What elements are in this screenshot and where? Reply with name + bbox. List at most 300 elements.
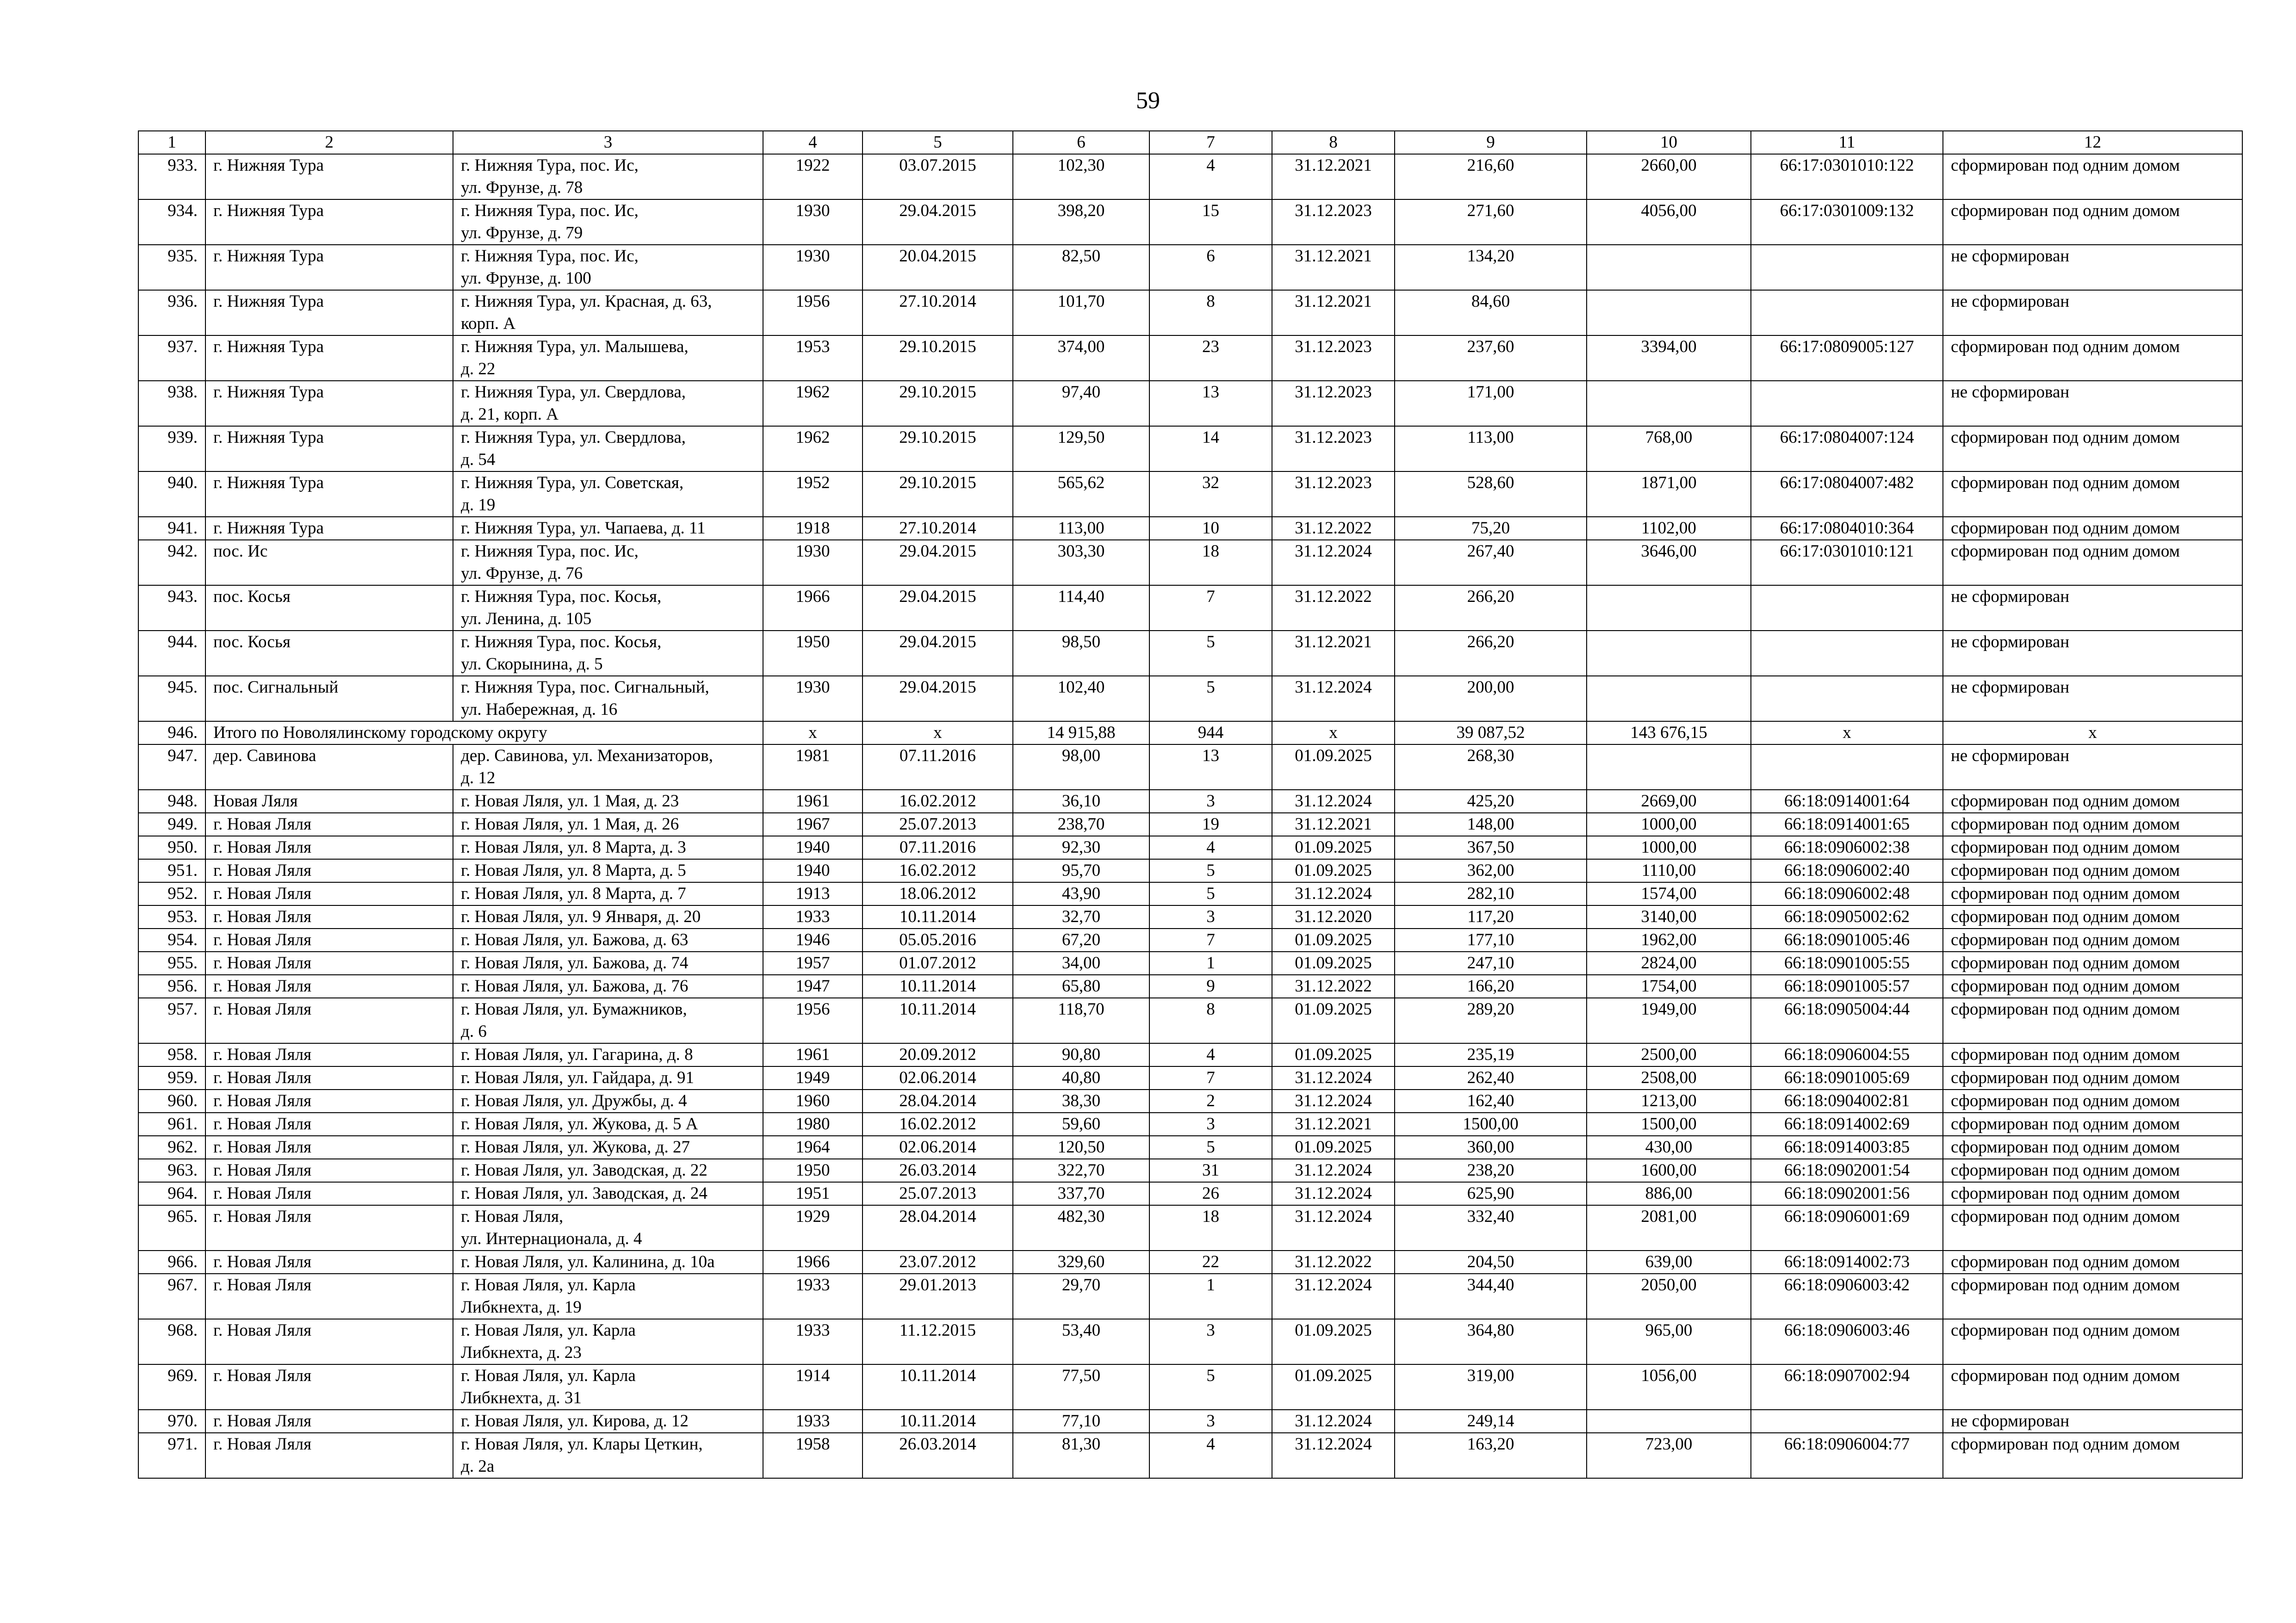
table-row	[138, 1433, 2242, 1478]
year-cell: 1913	[763, 882, 863, 905]
status-cell: сформирован под одним домом	[1943, 1090, 2242, 1113]
deadline-cell: 31.12.2020	[1272, 905, 1395, 929]
table-row	[138, 540, 2242, 585]
address-line: г. Нижняя Тура, ул. Чапаева, д. 11	[461, 519, 706, 538]
cadastral-number-cell	[1751, 744, 1943, 790]
cadastral-area-cell: 768,00	[1587, 426, 1751, 471]
address-cell	[453, 199, 763, 245]
address-cell	[453, 1205, 763, 1251]
deadline-cell: 31.12.2024	[1272, 882, 1395, 905]
cadastral-number-cell: 66:18:0914001:65	[1751, 813, 1943, 836]
land-area-cell: 134,20	[1395, 245, 1587, 290]
row-number: 944.	[138, 631, 205, 676]
table-row	[138, 1136, 2242, 1159]
date-cell: 29.04.2015	[863, 585, 1013, 631]
date-cell: 16.02.2012	[863, 1113, 1013, 1136]
cadastral-area-cell: 143 676,15	[1587, 721, 1751, 744]
cadastral-area-cell: 3394,00	[1587, 335, 1751, 381]
row-number: 969.	[138, 1364, 205, 1410]
cadastral-area-cell: 1962,00	[1587, 929, 1751, 952]
settlement-cell: г. Новая Ляля	[205, 1205, 453, 1251]
address-line: г. Новая Ляля, ул. Бумажников,	[461, 1000, 687, 1019]
table-row	[138, 426, 2242, 471]
residents-cell: 4	[1149, 1433, 1272, 1478]
cadastral-area-cell: 2050,00	[1587, 1274, 1751, 1319]
address-cell	[453, 998, 763, 1043]
address-cell	[453, 1274, 763, 1319]
status-cell: сформирован под одним домом	[1943, 790, 2242, 813]
deadline-cell: 31.12.2021	[1272, 290, 1395, 335]
status-cell: сформирован под одним домом	[1943, 905, 2242, 929]
address-cell	[453, 813, 763, 836]
address-line: д. 12	[461, 768, 496, 787]
land-area-cell: 200,00	[1395, 676, 1587, 721]
table-row	[138, 744, 2242, 790]
land-area-cell: 75,20	[1395, 517, 1587, 540]
year-cell: 1930	[763, 245, 863, 290]
address-line: ул. Фрунзе, д. 78	[461, 178, 583, 197]
table-row	[138, 1251, 2242, 1274]
cadastral-number-cell: 66:18:0901005:46	[1751, 929, 1943, 952]
residents-cell: 18	[1149, 1205, 1272, 1251]
land-area-cell: 367,50	[1395, 836, 1587, 859]
cadastral-number-cell: 66:18:0906003:42	[1751, 1274, 1943, 1319]
address-line: г. Новая Ляля, ул. Дружбы, д. 4	[461, 1091, 687, 1110]
residents-cell: 3	[1149, 1113, 1272, 1136]
deadline-cell: 01.09.2025	[1272, 1043, 1395, 1066]
address-line: д. 22	[461, 359, 496, 378]
address-cell	[453, 790, 763, 813]
area-cell: 38,30	[1013, 1090, 1149, 1113]
deadline-cell: 31.12.2024	[1272, 540, 1395, 585]
table-row	[138, 199, 2242, 245]
area-cell: 82,50	[1013, 245, 1149, 290]
residents-cell: 1	[1149, 1274, 1272, 1319]
cadastral-area-cell: 723,00	[1587, 1433, 1751, 1478]
deadline-cell: 31.12.2021	[1272, 1113, 1395, 1136]
cadastral-number-cell: 66:18:0906004:55	[1751, 1043, 1943, 1066]
status-cell: сформирован под одним домом	[1943, 836, 2242, 859]
status-cell: сформирован под одним домом	[1943, 1136, 2242, 1159]
cadastral-area-cell: 2500,00	[1587, 1043, 1751, 1066]
address-line: ул. Фрунзе, д. 79	[461, 223, 583, 242]
residents-cell: 4	[1149, 154, 1272, 199]
deadline-cell: 31.12.2023	[1272, 199, 1395, 245]
area-cell: 114,40	[1013, 585, 1149, 631]
area-cell: 329,60	[1013, 1251, 1149, 1274]
land-area-cell: 362,00	[1395, 859, 1587, 882]
area-cell: 482,30	[1013, 1205, 1149, 1251]
address-line: ул. Ленина, д. 105	[461, 609, 592, 628]
address-line: г. Нижняя Тура, ул. Красная, д. 63,	[461, 292, 712, 311]
cadastral-number-cell: 66:18:0914001:64	[1751, 790, 1943, 813]
land-area-cell: 148,00	[1395, 813, 1587, 836]
table-row	[138, 1364, 2242, 1410]
area-cell: 101,70	[1013, 290, 1149, 335]
address-cell	[453, 154, 763, 199]
address-cell	[453, 1251, 763, 1274]
cadastral-number-cell: 66:18:0901005:69	[1751, 1066, 1943, 1090]
table-row	[138, 1043, 2242, 1066]
year-cell: 1930	[763, 199, 863, 245]
cadastral-number-cell: 66:18:0902001:54	[1751, 1159, 1943, 1182]
cadastral-area-cell: 2824,00	[1587, 952, 1751, 975]
residents-cell: 5	[1149, 676, 1272, 721]
address-line: д. 6	[461, 1022, 487, 1041]
date-cell: 29.10.2015	[863, 471, 1013, 517]
year-cell: 1957	[763, 952, 863, 975]
land-area-cell: 266,20	[1395, 585, 1587, 631]
row-number: 953.	[138, 905, 205, 929]
area-cell: 120,50	[1013, 1136, 1149, 1159]
status-cell: сформирован под одним домом	[1943, 1182, 2242, 1205]
date-cell: 07.11.2016	[863, 836, 1013, 859]
row-number: 955.	[138, 952, 205, 975]
address-line: г. Новая Ляля, ул. 8 Марта, д. 7	[461, 884, 686, 903]
land-area-cell: 282,10	[1395, 882, 1587, 905]
address-line: г. Новая Ляля, ул. 8 Марта, д. 5	[461, 861, 686, 880]
row-number: 956.	[138, 975, 205, 998]
year-cell: 1966	[763, 1251, 863, 1274]
row-number: 947.	[138, 744, 205, 790]
table-row	[138, 381, 2242, 426]
cadastral-area-cell: 1000,00	[1587, 836, 1751, 859]
row-number: 968.	[138, 1319, 205, 1364]
deadline-cell: 01.09.2025	[1272, 1319, 1395, 1364]
settlement-cell: г. Новая Ляля	[205, 1433, 453, 1478]
cadastral-area-cell	[1587, 381, 1751, 426]
row-number: 938.	[138, 381, 205, 426]
deadline-cell: x	[1272, 721, 1395, 744]
cadastral-area-cell: 1949,00	[1587, 998, 1751, 1043]
settlement-cell: Новая Ляля	[205, 790, 453, 813]
cadastral-area-cell: 2081,00	[1587, 1205, 1751, 1251]
cadastral-area-cell: 2669,00	[1587, 790, 1751, 813]
address-line: г. Новая Ляля, ул. Карла	[461, 1366, 636, 1385]
cadastral-number-cell: x	[1751, 721, 1943, 744]
status-cell: сформирован под одним домом	[1943, 335, 2242, 381]
deadline-cell: 31.12.2022	[1272, 1251, 1395, 1274]
cadastral-number-cell: 66:18:0902001:56	[1751, 1182, 1943, 1205]
cadastral-area-cell: 1110,00	[1587, 859, 1751, 882]
row-number: 962.	[138, 1136, 205, 1159]
year-cell: 1914	[763, 1364, 863, 1410]
column-header: 4	[763, 131, 863, 154]
deadline-cell: 31.12.2023	[1272, 335, 1395, 381]
settlement-cell: г. Новая Ляля	[205, 1251, 453, 1274]
cadastral-number-cell	[1751, 290, 1943, 335]
area-cell: 102,40	[1013, 676, 1149, 721]
area-cell: 97,40	[1013, 381, 1149, 426]
date-cell: 05.05.2016	[863, 929, 1013, 952]
cadastral-area-cell: 1754,00	[1587, 975, 1751, 998]
column-header: 10	[1587, 131, 1751, 154]
settlement-cell: г. Нижняя Тура	[205, 381, 453, 426]
area-cell: 29,70	[1013, 1274, 1149, 1319]
address-cell	[453, 929, 763, 952]
table-row	[138, 585, 2242, 631]
date-cell: 29.04.2015	[863, 631, 1013, 676]
deadline-cell: 01.09.2025	[1272, 929, 1395, 952]
area-cell: 59,60	[1013, 1113, 1149, 1136]
year-cell: 1933	[763, 1274, 863, 1319]
cadastral-area-cell	[1587, 631, 1751, 676]
address-line: Либкнехта, д. 19	[461, 1298, 582, 1317]
table-row	[138, 471, 2242, 517]
deadline-cell: 31.12.2024	[1272, 1090, 1395, 1113]
row-number: 957.	[138, 998, 205, 1043]
deadline-cell: 31.12.2023	[1272, 381, 1395, 426]
year-cell: 1933	[763, 905, 863, 929]
residents-cell: 3	[1149, 905, 1272, 929]
land-area-cell: 163,20	[1395, 1433, 1587, 1478]
settlement-cell: г. Новая Ляля	[205, 1319, 453, 1364]
address-line: д. 19	[461, 496, 496, 514]
land-area-cell: 162,40	[1395, 1090, 1587, 1113]
deadline-cell: 01.09.2025	[1272, 859, 1395, 882]
residents-cell: 3	[1149, 1410, 1272, 1433]
settlement-cell: г. Новая Ляля	[205, 1136, 453, 1159]
status-cell: сформирован под одним домом	[1943, 882, 2242, 905]
residents-cell: 5	[1149, 631, 1272, 676]
date-cell: 29.10.2015	[863, 335, 1013, 381]
cadastral-area-cell: 1056,00	[1587, 1364, 1751, 1410]
address-cell	[453, 335, 763, 381]
year-cell: 1960	[763, 1090, 863, 1113]
cadastral-number-cell: 66:17:0809005:127	[1751, 335, 1943, 381]
year-cell: 1930	[763, 676, 863, 721]
address-cell	[453, 836, 763, 859]
residents-cell: 5	[1149, 1364, 1272, 1410]
cadastral-area-cell	[1587, 585, 1751, 631]
area-cell: 98,50	[1013, 631, 1149, 676]
cadastral-number-cell: 66:18:0901005:55	[1751, 952, 1943, 975]
row-number: 954.	[138, 929, 205, 952]
status-cell: сформирован под одним домом	[1943, 929, 2242, 952]
address-line: г. Нижняя Тура, пос. Сигнальный,	[461, 678, 709, 697]
status-cell: x	[1943, 721, 2242, 744]
area-cell: 102,30	[1013, 154, 1149, 199]
land-area-cell: 1500,00	[1395, 1113, 1587, 1136]
area-cell: 40,80	[1013, 1066, 1149, 1090]
row-number: 950.	[138, 836, 205, 859]
address-line: дер. Савинова, ул. Механизаторов,	[461, 746, 714, 765]
status-cell: не сформирован	[1943, 585, 2242, 631]
year-cell: 1962	[763, 381, 863, 426]
table-row	[138, 790, 2242, 813]
address-cell	[453, 1043, 763, 1066]
row-number: 966.	[138, 1251, 205, 1274]
cadastral-area-cell: 1600,00	[1587, 1159, 1751, 1182]
area-cell: 67,20	[1013, 929, 1149, 952]
row-number: 941.	[138, 517, 205, 540]
cadastral-area-cell: 1574,00	[1587, 882, 1751, 905]
settlement-cell: г. Новая Ляля	[205, 1066, 453, 1090]
table-row	[138, 952, 2242, 975]
address-line: ул. Набережная, д. 16	[461, 700, 618, 719]
cadastral-number-cell: 66:18:0901005:57	[1751, 975, 1943, 998]
year-cell: 1946	[763, 929, 863, 952]
table-row	[138, 1159, 2242, 1182]
land-area-cell: 166,20	[1395, 975, 1587, 998]
land-area-cell: 267,40	[1395, 540, 1587, 585]
address-line: ул. Фрунзе, д. 76	[461, 564, 583, 583]
year-cell: 1950	[763, 631, 863, 676]
address-line: г. Нижняя Тура, пос. Ис,	[461, 201, 639, 220]
year-cell: 1961	[763, 1043, 863, 1066]
land-area-cell: 289,20	[1395, 998, 1587, 1043]
residents-cell: 2	[1149, 1090, 1272, 1113]
year-cell: 1929	[763, 1205, 863, 1251]
year-cell: 1964	[763, 1136, 863, 1159]
date-cell: x	[863, 721, 1013, 744]
area-cell: 322,70	[1013, 1159, 1149, 1182]
land-area-cell: 266,20	[1395, 631, 1587, 676]
status-cell: не сформирован	[1943, 631, 2242, 676]
residents-cell: 7	[1149, 929, 1272, 952]
table-row	[138, 905, 2242, 929]
residents-cell: 3	[1149, 1319, 1272, 1364]
settlement-cell: г. Новая Ляля	[205, 998, 453, 1043]
status-cell: сформирован под одним домом	[1943, 1205, 2242, 1251]
settlement-cell: г. Нижняя Тура	[205, 426, 453, 471]
residents-cell: 26	[1149, 1182, 1272, 1205]
address-line: г. Нижняя Тура, пос. Ис,	[461, 542, 639, 561]
settlement-cell: пос. Косья	[205, 631, 453, 676]
cadastral-area-cell: 2660,00	[1587, 154, 1751, 199]
settlement-cell: г. Нижняя Тура	[205, 471, 453, 517]
row-number: 940.	[138, 471, 205, 517]
cadastral-number-cell: 66:17:0804010:364	[1751, 517, 1943, 540]
settlement-cell: г. Новая Ляля	[205, 813, 453, 836]
residents-cell: 13	[1149, 744, 1272, 790]
settlement-cell: г. Нижняя Тура	[205, 290, 453, 335]
status-cell: сформирован под одним домом	[1943, 1066, 2242, 1090]
address-line: д. 54	[461, 450, 496, 469]
year-cell: 1933	[763, 1319, 863, 1364]
land-area-cell: 238,20	[1395, 1159, 1587, 1182]
land-area-cell: 247,10	[1395, 952, 1587, 975]
deadline-cell: 31.12.2022	[1272, 975, 1395, 998]
residents-cell: 1	[1149, 952, 1272, 975]
deadline-cell: 31.12.2024	[1272, 676, 1395, 721]
status-cell: не сформирован	[1943, 744, 2242, 790]
address-cell	[453, 859, 763, 882]
row-number: 961.	[138, 1113, 205, 1136]
year-cell: 1940	[763, 836, 863, 859]
residents-cell: 23	[1149, 335, 1272, 381]
date-cell: 03.07.2015	[863, 154, 1013, 199]
residents-cell: 5	[1149, 882, 1272, 905]
address-line: г. Новая Ляля, ул. Клары Цеткин,	[461, 1435, 703, 1454]
date-cell: 10.11.2014	[863, 1364, 1013, 1410]
area-cell: 32,70	[1013, 905, 1149, 929]
status-cell: сформирован под одним домом	[1943, 199, 2242, 245]
table-row	[138, 1090, 2242, 1113]
table-row	[138, 1319, 2242, 1364]
status-cell: сформирован под одним домом	[1943, 859, 2242, 882]
area-cell: 65,80	[1013, 975, 1149, 998]
date-cell: 29.10.2015	[863, 381, 1013, 426]
address-line: г. Новая Ляля, ул. Гайдара, д. 91	[461, 1068, 695, 1087]
cadastral-area-cell: 1213,00	[1587, 1090, 1751, 1113]
area-cell: 81,30	[1013, 1433, 1149, 1478]
cadastral-area-cell	[1587, 744, 1751, 790]
area-cell: 53,40	[1013, 1319, 1149, 1364]
settlement-cell: г. Новая Ляля	[205, 905, 453, 929]
cadastral-number-cell: 66:17:0301009:132	[1751, 199, 1943, 245]
residents-cell: 19	[1149, 813, 1272, 836]
residents-cell: 944	[1149, 721, 1272, 744]
column-number-row	[138, 131, 2242, 154]
address-cell	[453, 1410, 763, 1433]
deadline-cell: 31.12.2021	[1272, 245, 1395, 290]
year-cell: 1967	[763, 813, 863, 836]
deadline-cell: 31.12.2024	[1272, 1433, 1395, 1478]
residents-cell: 22	[1149, 1251, 1272, 1274]
address-cell	[453, 381, 763, 426]
year-cell: 1947	[763, 975, 863, 998]
date-cell: 29.04.2015	[863, 199, 1013, 245]
deadline-cell: 31.12.2024	[1272, 790, 1395, 813]
column-header: 5	[863, 131, 1013, 154]
address-line: Либкнехта, д. 31	[461, 1388, 582, 1407]
cadastral-number-cell: 66:18:0906002:40	[1751, 859, 1943, 882]
year-cell: 1956	[763, 998, 863, 1043]
date-cell: 10.11.2014	[863, 998, 1013, 1043]
address-line: д. 2а	[461, 1457, 495, 1476]
cadastral-area-cell: 1500,00	[1587, 1113, 1751, 1136]
row-number: 937.	[138, 335, 205, 381]
cadastral-number-cell: 66:18:0914002:69	[1751, 1113, 1943, 1136]
area-cell: 398,20	[1013, 199, 1149, 245]
table-row	[138, 1274, 2242, 1319]
deadline-cell: 31.12.2024	[1272, 1066, 1395, 1090]
status-cell: не сформирован	[1943, 676, 2242, 721]
column-header: 9	[1395, 131, 1587, 154]
residents-cell: 8	[1149, 290, 1272, 335]
land-area-cell: 360,00	[1395, 1136, 1587, 1159]
table-body	[138, 131, 2242, 1478]
date-cell: 16.02.2012	[863, 859, 1013, 882]
date-cell: 01.07.2012	[863, 952, 1013, 975]
address-line: г. Новая Ляля, ул. Карла	[461, 1321, 636, 1340]
cadastral-area-cell: 965,00	[1587, 1319, 1751, 1364]
area-cell: 113,00	[1013, 517, 1149, 540]
address-cell	[453, 882, 763, 905]
cadastral-number-cell: 66:18:0906002:48	[1751, 882, 1943, 905]
table-row	[138, 1410, 2242, 1433]
table-row	[138, 1066, 2242, 1090]
land-area-cell: 39 087,52	[1395, 721, 1587, 744]
address-line: г. Новая Ляля, ул. Кирова, д. 12	[461, 1412, 689, 1431]
date-cell: 26.03.2014	[863, 1433, 1013, 1478]
area-cell: 14 915,88	[1013, 721, 1149, 744]
residents-cell: 18	[1149, 540, 1272, 585]
cadastral-area-cell: 1871,00	[1587, 471, 1751, 517]
address-cell	[453, 540, 763, 585]
status-cell: сформирован под одним домом	[1943, 1433, 2242, 1478]
address-line: г. Новая Ляля, ул. Заводская, д. 22	[461, 1161, 707, 1180]
table-row	[138, 929, 2242, 952]
residents-cell: 7	[1149, 1066, 1272, 1090]
address-cell	[453, 290, 763, 335]
date-cell: 20.04.2015	[863, 245, 1013, 290]
residents-cell: 13	[1149, 381, 1272, 426]
settlement-cell: г. Новая Ляля	[205, 882, 453, 905]
cadastral-number-cell: 66:18:0907002:94	[1751, 1364, 1943, 1410]
table-row	[138, 813, 2242, 836]
